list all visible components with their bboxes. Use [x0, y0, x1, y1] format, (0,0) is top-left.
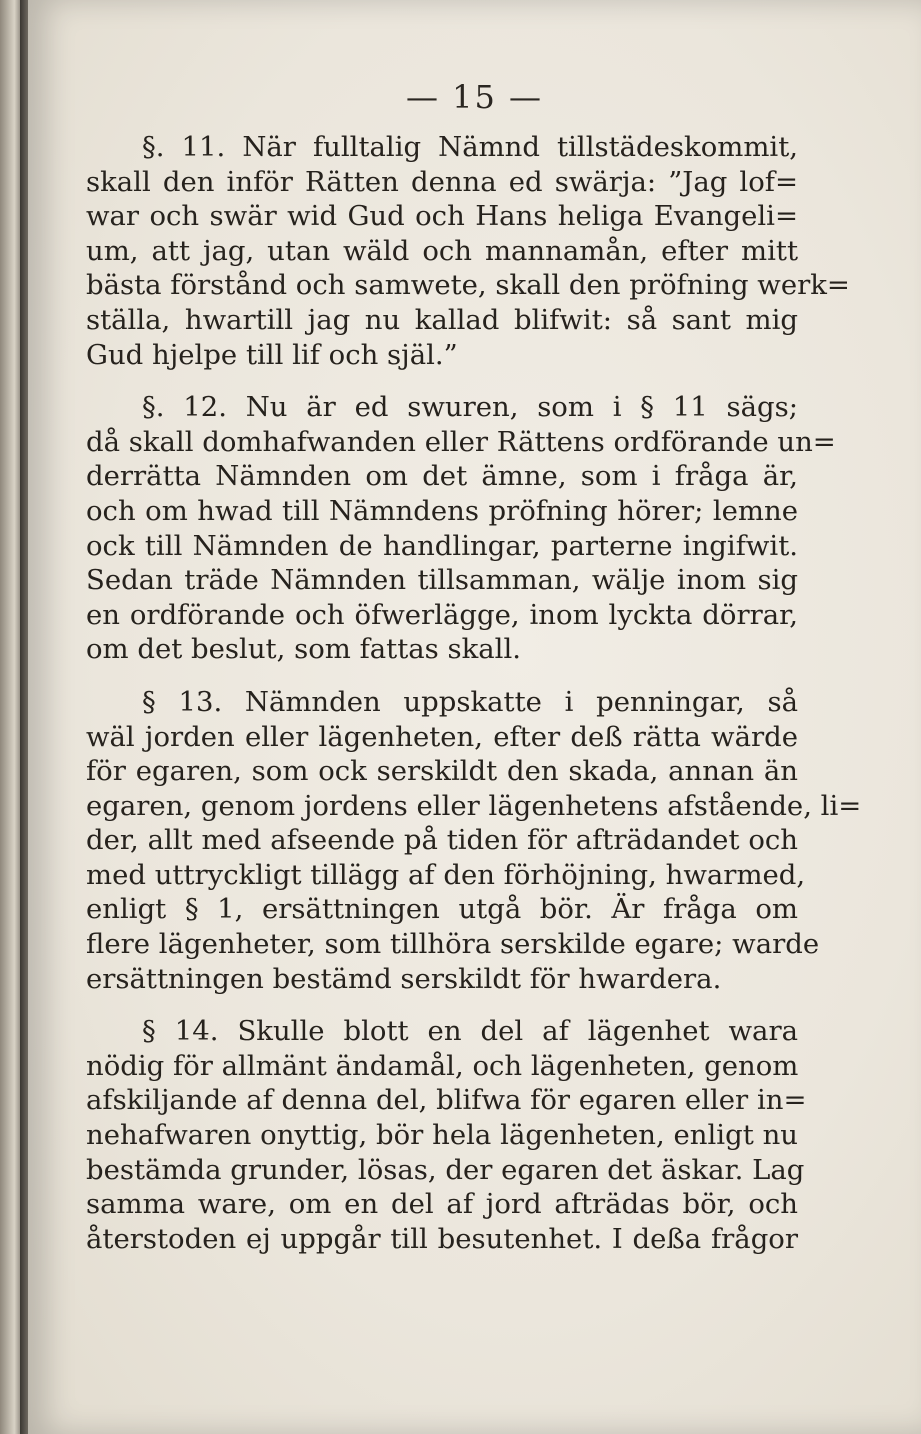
text-line: um, att jag, utan wäld och mannamån, efter mitt: [86, 234, 798, 267]
text-line: derrätta Nämnden om det ämne, som i fråga är,: [86, 460, 798, 493]
text-line: ersättningen bestämd serskildt för hwardera.: [86, 962, 722, 995]
text-line: samma ware, om en del af jord afträdas bör, och: [86, 1188, 798, 1221]
text-line: enligt § 1, ersättningen utgå bör. Är fråga om: [86, 893, 798, 926]
text-line: afskiljande af denna del, blifwa för egaren eller in=: [86, 1084, 807, 1117]
page-number: — 15 —: [405, 78, 544, 116]
text-line: bästa förstånd och samwete, skall den pröfning werk=: [86, 269, 850, 302]
text-line: ställa, hwartill jag nu kallad blifwit: så sant mig: [86, 303, 798, 336]
text-line: der, allt med afseende på tiden för afträdandet och: [86, 824, 798, 857]
text-line: §. 12. Nu är ed swuren, som i § 11 sägs;: [142, 391, 798, 424]
text-line: bestämda grunder, lösas, der egaren det äskar. Lag: [86, 1153, 805, 1186]
text-line: återstoden ej uppgår till besutenhet. I deßa frågor: [86, 1222, 798, 1255]
text-line: nehafwaren onyttig, bör hela lägenheten, enligt nu: [86, 1119, 798, 1152]
text-line: och om hwad till Nämndens pröfning hörer; lemne: [86, 494, 798, 527]
text-line: § 13. Nämnden uppskatte i penningar, så: [142, 685, 798, 718]
text-line: § 14. Skulle blott en del af lägenhet wara: [142, 1015, 798, 1048]
text-line: om det beslut, som fattas skall.: [86, 633, 521, 666]
paragraph-section-14: [86, 1014, 807, 1256]
body-text: [86, 130, 862, 1274]
text-line: §. 11. När fulltalig Nämnd tillstädeskommit,: [142, 131, 798, 163]
text-line: flere lägenheter, som tillhöra serskilde egare; warde: [86, 928, 820, 961]
text-line: war och swär wid Gud och Hans heliga Evangeli=: [86, 200, 798, 233]
paragraph-section-13: [86, 685, 862, 996]
text-line: skall den inför Rätten denna ed swärja: ”Jag lof=: [86, 165, 798, 198]
text-line: Gud hjelpe till lif och själ.”: [86, 338, 458, 371]
text-line: för egaren, som ock serskildt den skada, annan än: [86, 755, 798, 788]
book-page: [28, 0, 921, 1434]
paragraph-section-11: [86, 130, 850, 372]
text-line: med uttryckligt tillägg af den förhöjning, hwarmed,: [86, 858, 806, 891]
text-line: då skall domhafwanden eller Rättens ordförande un=: [86, 425, 836, 458]
text-line: wäl jorden eller lägenheten, efter deß rätta wärde: [86, 720, 798, 753]
text-line: en ordförande och öfwerlägge, inom lyckta dörrar,: [86, 598, 798, 631]
text-line: nödig för allmänt ändamål, och lägenheten, genom: [86, 1049, 799, 1082]
text-line: ock till Nämnden de handlingar, parterne ingifwit.: [86, 529, 798, 562]
text-line: egaren, genom jordens eller lägenhetens afstående, li=: [86, 789, 862, 822]
text-line: Sedan träde Nämnden tillsamman, wälje inom sig: [86, 564, 798, 597]
paragraph-section-12: [86, 390, 836, 667]
